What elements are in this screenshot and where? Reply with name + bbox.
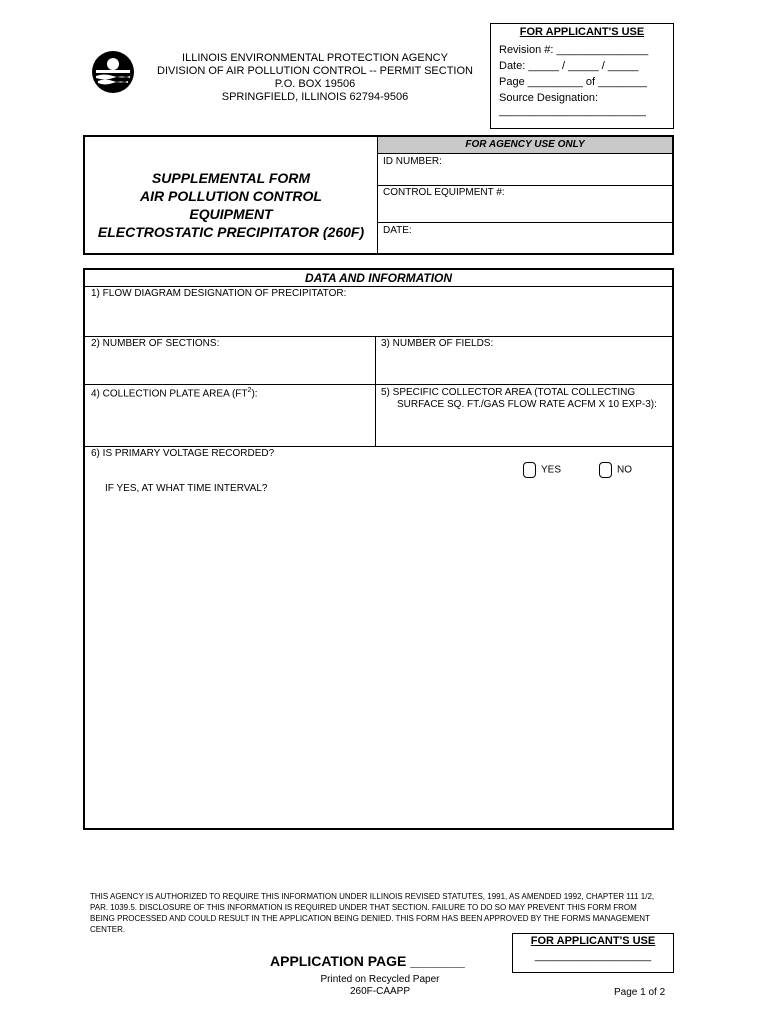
agency-control-equipment-label: CONTROL EQUIPMENT #:: [383, 187, 505, 198]
q6-yes-label: YES: [541, 464, 562, 476]
form-title-line2: AIR POLLUTION CONTROL: [140, 188, 322, 204]
form-title-line1: SUPPLEMENTAL FORM: [151, 170, 311, 186]
q6-primary-voltage-label: 6) IS PRIMARY VOLTAGE RECORDED?: [91, 448, 275, 459]
q6-yes-option[interactable]: [523, 462, 561, 478]
q1-flow-diagram-field[interactable]: [85, 300, 672, 336]
applicant-use-box: [490, 23, 674, 129]
agency-use-title: FOR AGENCY USE ONLY: [378, 137, 672, 153]
q6-no-label: NO: [617, 464, 632, 476]
q6-no-checkbox[interactable]: [599, 462, 612, 478]
date-field[interactable]: Date: _____ / _____ / _____: [499, 60, 639, 72]
revision-field[interactable]: Revision #: _______________: [499, 44, 649, 56]
agency-city: SPRINGFIELD, ILLINOIS 62794-9506: [221, 91, 409, 103]
q5-specific-collector-area-label: [381, 387, 657, 411]
q5-specific-collector-area-field[interactable]: [376, 412, 672, 444]
form-title-line4: ELECTROSTATIC PRECIPITATOR (260F): [97, 224, 365, 240]
q6-time-interval-label: IF YES, AT WHAT TIME INTERVAL?: [105, 483, 268, 494]
disclosure-text: THIS AGENCY IS AUTHORIZED TO REQUIRE THIS INFORMATION UNDER ILLINOIS REVISED STATUTES, 1991, AS AMENDED 1992, CHAPTER 111 1/2, PAR. 1039.5. DISCLOSURE OF THIS INFORMATION IS REQUIRED UNDER THAT SECTION. FAILURE TO DO SO MAY PREVENT THIS FORM FROM BEING PROCESSED AND COULD RESULT IN THE APPLICATION BEING DENIED. THIS FORM HAS BEEN APPROVED BY THE FORMS MANAGEMENT CENTER.: [90, 892, 655, 934]
q2-number-of-sections-label: 2) NUMBER OF SECTIONS:: [91, 338, 220, 349]
agency-division: DIVISION OF AIR POLLUTION CONTROL -- PERMIT SECTION: [157, 65, 473, 77]
q3-number-of-fields-field[interactable]: [376, 350, 672, 384]
q5-label-line2: SURFACE SQ. FT./GAS FLOW RATE ACFM X 10 EXP-3):: [397, 399, 657, 410]
agency-date-label: DATE:: [383, 225, 412, 236]
q4-collection-plate-area-field[interactable]: [85, 402, 374, 444]
q3-number-of-fields-label: 3) NUMBER OF FIELDS:: [381, 338, 494, 349]
agency-po-box: P.O. BOX 19506: [274, 78, 356, 90]
q6-time-interval-field[interactable]: [85, 498, 672, 826]
recycled-paper-note: Printed on Recycled Paper: [320, 974, 440, 985]
form-title-section: [83, 135, 674, 255]
applicant-use-title: FOR APPLICANT'S USE: [519, 26, 645, 38]
q1-flow-diagram-label: 1) FLOW DIAGRAM DESIGNATION OF PRECIPITATOR:: [91, 288, 347, 299]
source-designation-field[interactable]: ________________________: [499, 105, 646, 117]
footer-applicant-use-box: [512, 933, 674, 973]
q5-label-line1: 5) SPECIFIC COLLECTOR AREA (TOTAL COLLECTING: [381, 387, 636, 398]
agency-header: [140, 52, 490, 104]
form-title: [85, 169, 377, 241]
q4-collection-plate-area-label: [91, 387, 258, 399]
data-section-title: DATA AND INFORMATION: [304, 271, 453, 285]
q2-number-of-sections-field[interactable]: [85, 350, 374, 384]
q6-yes-checkbox[interactable]: [523, 462, 536, 478]
agency-logo-icon: [90, 49, 136, 95]
data-section: [83, 268, 674, 830]
q4-label-superscript: 2: [247, 387, 252, 394]
form-title-line3: EQUIPMENT: [189, 206, 273, 222]
application-page-label: APPLICATION PAGE _______: [270, 953, 465, 969]
form-code: 260F-CAAPP: [349, 986, 411, 997]
q4-label-text: 4) COLLECTION PLATE AREA (FT: [91, 388, 248, 400]
footer-applicant-use-field[interactable]: ___________________: [534, 950, 652, 962]
source-designation-label: Source Designation:: [499, 92, 599, 104]
page-field[interactable]: Page _________ of ________: [499, 76, 648, 88]
agency-name: ILLINOIS ENVIRONMENTAL PROTECTION AGENCY: [182, 52, 448, 64]
footer-applicant-use-title: FOR APPLICANT'S USE: [530, 935, 656, 947]
agency-id-number-label: ID NUMBER:: [383, 156, 442, 167]
q6-no-option[interactable]: [599, 462, 632, 478]
q4-label-end: ):: [251, 388, 258, 400]
page-number: Page 1 of 2: [614, 987, 666, 998]
